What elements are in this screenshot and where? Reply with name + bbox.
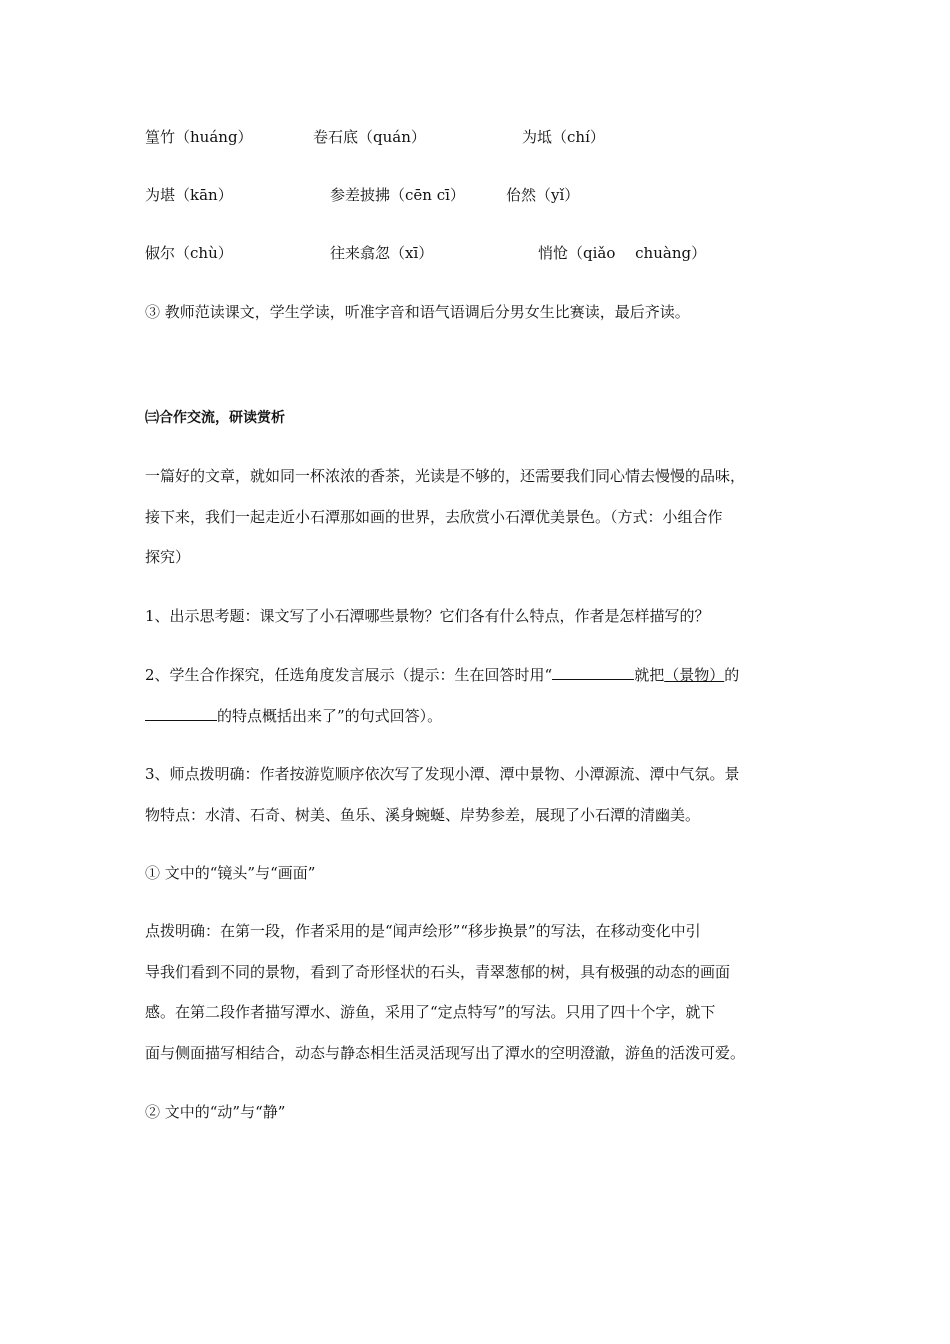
analysis-line: 点拨明确：在第一段，作者采用的是“闻声绘形”“移步换景”的写法，在移动变化中引 (145, 922, 701, 940)
vocab-item (538, 242, 706, 264)
intro-line: 接下来，我们一起走近小石潭那如画的世界，去欣赏小石潭优美景色。（方式：小组合作 (145, 508, 723, 526)
vocab-item (330, 184, 465, 206)
question-1: 1、出示思考题：课文写了小石潭哪些景物？它们各有什么特点，作者是怎样描写的？ (145, 607, 710, 625)
subheading-1: ① 文中的“镜头”与“画面” (145, 864, 316, 882)
question-3-line: 3、师点拨明确：作者按游览顺序依次写了发现小潭、潭中景物、小潭源流、潭中气氛。景 (145, 765, 740, 783)
vocab-pinyin: （chù） (175, 244, 233, 262)
vocab-pinyin: （cēn cī） (390, 186, 465, 204)
vocab-item (522, 126, 605, 148)
vocab-item (145, 184, 233, 206)
vocab-word: 篁竹 (145, 128, 176, 146)
vocab-word: 往来翕忽 (330, 244, 391, 262)
vocab-pinyin: （chí） (552, 128, 605, 146)
q2-text: 的 (724, 666, 740, 684)
vocab-pinyin: （kān） (175, 186, 233, 204)
vocab-item (145, 126, 253, 148)
vocab-pinyin: （xī） (390, 244, 434, 262)
analysis-line: 面与侧面描写相结合，动态与静态相生活灵活现写出了潭水的空明澄澈，游鱼的活泼可爱。 (145, 1044, 746, 1062)
q2-text: 就把 (634, 666, 665, 684)
intro-line: 一篇好的文章，就如同一杯浓浓的香茶，光读是不够的，还需要我们同心情去慢慢的品味， (145, 467, 746, 485)
vocab-word: 为堪 (145, 186, 176, 204)
q2-text: 2、学生合作探究，任选角度发言展示（提示：生在回答时用“ (145, 666, 553, 684)
question-2-line-1 (145, 663, 739, 686)
vocab-word: 俶尔 (145, 244, 176, 262)
fill-blank (145, 704, 217, 721)
subheading-2: ② 文中的“动”与“静” (145, 1103, 286, 1121)
vocab-word: 参差披拂 (330, 186, 391, 204)
vocab-word: 为坻 (522, 128, 553, 146)
vocab-item (506, 184, 579, 206)
step3-text: ③ 教师范读课文，学生学读，听准字音和语气语调后分男女生比赛读，最后齐读。 (145, 303, 690, 321)
vocab-item (145, 242, 233, 264)
vocab-item (313, 126, 426, 148)
vocab-word: 悄怆 (538, 244, 569, 262)
vocab-pinyin: （quán） (358, 128, 426, 146)
q2-underlined: （景物） (664, 666, 725, 684)
analysis-line: 感。在第二段作者描写潭水、游鱼，采用了“定点特写”的写法。只用了四十个字，就下 (145, 1003, 716, 1021)
intro-line: 探究） (145, 548, 191, 566)
vocab-pinyin: （huáng） (175, 128, 253, 146)
question-3-line: 物特点：水清、石奇、树美、鱼乐、溪身蜿蜒、岸势参差，展现了小石潭的清幽美。 (145, 806, 701, 824)
vocab-pinyin: （yǐ） (536, 186, 580, 204)
vocab-pinyin: （qiǎo chuàng） (568, 244, 707, 262)
section-heading: ㈢合作交流，研读赏析 (145, 410, 285, 426)
question-2-line-2 (145, 704, 442, 727)
analysis-line: 导我们看到不同的景物，看到了奇形怪状的石头，青翠葱郁的树，具有极强的动态的画面 (145, 963, 731, 981)
vocab-word: 卷石底 (313, 128, 359, 146)
fill-blank (552, 663, 634, 680)
vocab-word: 佁然 (506, 186, 537, 204)
vocab-item (330, 242, 433, 264)
q2-text: 的特点概括出来了”的句式回答）。 (217, 707, 443, 725)
